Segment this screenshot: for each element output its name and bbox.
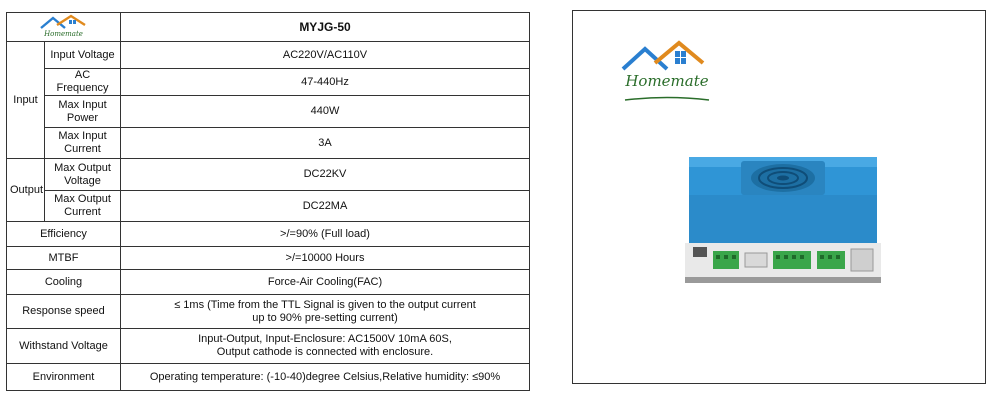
brand-swoosh-icon (617, 95, 717, 103)
logo-mini (10, 14, 117, 41)
efficiency-label: Efficiency (7, 222, 121, 247)
spec-table (6, 12, 530, 391)
table-logo-cell (7, 13, 121, 42)
cooling-value: Force-Air Cooling(FAC) (121, 270, 530, 295)
model-name: MYJG-50 (121, 13, 530, 42)
response-speed-label: Response speed (7, 295, 121, 329)
input-voltage-value: AC220V/AC110V (121, 42, 530, 69)
max-output-voltage-value: DC22KV (121, 159, 530, 191)
max-input-power-label: Max Input Power (45, 96, 121, 128)
max-output-current-label: Max Output Current (45, 191, 121, 222)
max-output-voltage-label: Max Output Voltage (45, 159, 121, 191)
max-input-power-value: 440W (121, 96, 530, 128)
withstand-voltage-label: Withstand Voltage (7, 329, 121, 364)
response-speed-value: ≤ 1ms (Time from the TTL Signal is given to the output current up to 90% pre-setting current) (121, 295, 530, 329)
input-voltage-label: Input Voltage (45, 42, 121, 69)
output-group-label: Output (7, 159, 45, 222)
mtbf-value: >/=10000 Hours (121, 247, 530, 270)
environment-label: Environment (7, 364, 121, 391)
laser-power-supply-photo-icon (683, 151, 883, 296)
input-group-label: Input (7, 42, 45, 159)
house-roof-logo-icon (617, 39, 717, 73)
max-input-current-label: Max Input Current (45, 128, 121, 159)
cooling-label: Cooling (7, 270, 121, 295)
ac-frequency-label: AC Frequency (45, 69, 121, 96)
efficiency-value: >/=90% (Full load) (121, 222, 530, 247)
ac-frequency-value: 47-440Hz (121, 69, 530, 96)
environment-value: Operating temperature: (-10-40)degree Celsius,Relative humidity: ≤90% (121, 364, 530, 391)
brand-name-mini: Homemate (44, 29, 83, 38)
max-output-current-value: DC22MA (121, 191, 530, 222)
brand-name: Homemate (625, 72, 709, 90)
product-image-panel (572, 10, 986, 384)
brand-logo (617, 39, 717, 108)
mtbf-label: MTBF (7, 247, 121, 270)
max-input-current-value: 3A (121, 128, 530, 159)
withstand-voltage-value: Input-Output, Input-Enclosure: AC1500V 10mA 60S, Output cathode is connected with enclosure. (121, 329, 530, 364)
